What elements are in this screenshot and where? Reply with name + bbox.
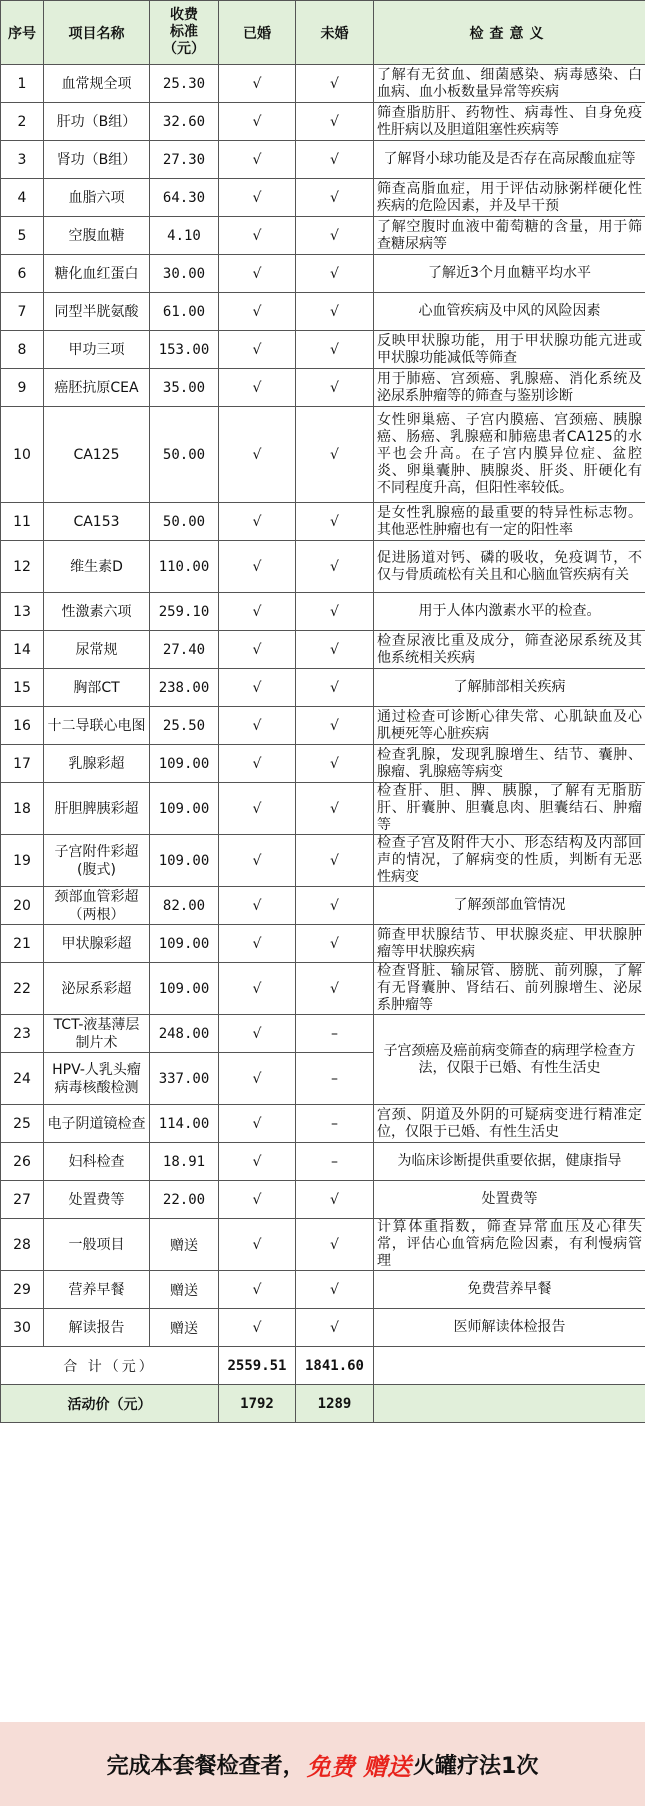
row-meaning: 是女性乳腺癌的最重要的特异性标志物。其他恶性肿瘤也有一定的阳性率 — [374, 503, 645, 541]
row-index: 25 — [1, 1105, 44, 1143]
row-unmarried-mark: √ — [296, 503, 374, 541]
row-item-name: 肾功（B组） — [44, 141, 150, 179]
table-row — [1, 1015, 645, 1053]
header-index: 序号 — [1, 1, 44, 65]
promo-empty-cell — [374, 1385, 645, 1423]
table-row — [1, 1219, 645, 1271]
row-item-name: 甲状腺彩超 — [44, 925, 150, 963]
header-unmarried: 未婚 — [296, 1, 374, 65]
row-meaning: 检查乳腺，发现乳腺增生、结节、囊肿、腺瘤、乳腺癌等病变 — [374, 745, 645, 783]
table-row — [1, 217, 645, 255]
row-married-mark: √ — [219, 783, 296, 835]
row-item-name: 甲功三项 — [44, 331, 150, 369]
table-row — [1, 887, 645, 925]
row-fee: 4.10 — [150, 217, 219, 255]
row-meaning: 免费营养早餐 — [374, 1271, 645, 1309]
row-fee: 赠送 — [150, 1309, 219, 1347]
row-married-mark: √ — [219, 1015, 296, 1053]
row-married-mark: √ — [219, 1105, 296, 1143]
row-unmarried-mark: √ — [296, 217, 374, 255]
row-fee: 50.00 — [150, 407, 219, 503]
row-meaning: 通过检查可诊断心律失常、心肌缺血及心肌梗死等心脏疾病 — [374, 707, 645, 745]
row-item-name: 泌尿系彩超 — [44, 963, 150, 1015]
row-index: 5 — [1, 217, 44, 255]
row-meaning: 医师解读体检报告 — [374, 1309, 645, 1347]
row-married-mark: √ — [219, 669, 296, 707]
row-item-name: 处置费等 — [44, 1181, 150, 1219]
table-footer — [1, 1347, 645, 1423]
table-row — [1, 669, 645, 707]
table-row — [1, 1181, 645, 1219]
row-unmarried-mark: √ — [296, 783, 374, 835]
row-meaning: 子宫颈癌及癌前病变筛查的病理学检查方法，仅限于已婚、有性生活史 — [374, 1015, 645, 1105]
row-fee: 109.00 — [150, 835, 219, 887]
row-item-name: 同型半胱氨酸 — [44, 293, 150, 331]
row-item-name: 维生素D — [44, 541, 150, 593]
row-meaning: 促进肠道对钙、磷的吸收，免疫调节，不仅与骨质疏松有关且和心脑血管疾病有关 — [374, 541, 645, 593]
row-married-mark: √ — [219, 369, 296, 407]
row-index: 14 — [1, 631, 44, 669]
row-married-mark: √ — [219, 887, 296, 925]
row-unmarried-mark: √ — [296, 631, 374, 669]
row-meaning: 了解有无贫血、细菌感染、病毒感染、白血病、血小板数量异常等疾病 — [374, 65, 645, 103]
row-married-mark: √ — [219, 541, 296, 593]
row-unmarried-mark: √ — [296, 255, 374, 293]
header-meaning: 检查意义 — [374, 1, 645, 65]
row-meaning: 了解肺部相关疾病 — [374, 669, 645, 707]
row-index: 4 — [1, 179, 44, 217]
table-row — [1, 103, 645, 141]
row-meaning: 检查尿液比重及成分，筛查泌尿系统及其他系统相关疾病 — [374, 631, 645, 669]
row-unmarried-mark: – — [296, 1143, 374, 1181]
table-row — [1, 331, 645, 369]
row-fee: 赠送 — [150, 1219, 219, 1271]
row-meaning: 检查肾脏、输尿管、膀胱、前列腺，了解有无肾囊肿、肾结石、前列腺增生、泌尿系肿瘤等 — [374, 963, 645, 1015]
table-row — [1, 707, 645, 745]
row-meaning: 计算体重指数，筛查异常血压及心律失常，评估心血管病危险因素，有利慢病管理 — [374, 1219, 645, 1271]
row-index: 21 — [1, 925, 44, 963]
footer-text-2: 火罐疗法1次 — [413, 1753, 539, 1779]
table-row — [1, 1271, 645, 1309]
table-row — [1, 963, 645, 1015]
row-item-name: 一般项目 — [44, 1219, 150, 1271]
row-index: 10 — [1, 407, 44, 503]
table-row — [1, 593, 645, 631]
row-fee: 114.00 — [150, 1105, 219, 1143]
row-fee: 25.50 — [150, 707, 219, 745]
table-row — [1, 541, 645, 593]
table-header — [1, 1, 645, 65]
table-row — [1, 1309, 645, 1347]
row-meaning: 了解颈部血管情况 — [374, 887, 645, 925]
row-item-name: 尿常规 — [44, 631, 150, 669]
row-meaning: 宫颈、阴道及外阴的可疑病变进行精准定位，仅限于已婚、有性生活史 — [374, 1105, 645, 1143]
row-item-name: TCT-液基薄层制片术 — [44, 1015, 150, 1053]
row-fee: 赠送 — [150, 1271, 219, 1309]
row-meaning: 女性卵巢癌、子宫内膜癌、宫颈癌、胰腺癌、肠癌、乳腺癌和肺癌患者CA125的水平也会升高。在子宫内膜异位症、盆腔炎、卵巢囊肿、胰腺炎、肝炎、肝硬化有不同程度升高，但阳性率较低。 — [374, 407, 645, 503]
row-index: 15 — [1, 669, 44, 707]
row-item-name: 妇科检查 — [44, 1143, 150, 1181]
row-index: 3 — [1, 141, 44, 179]
row-fee: 18.91 — [150, 1143, 219, 1181]
row-meaning: 筛查高脂血症，用于评估动脉粥样硬化性疾病的危险因素，并及早干预 — [374, 179, 645, 217]
row-meaning: 反映甲状腺功能，用于甲状腺功能亢进或甲状腺功能减低等筛查 — [374, 331, 645, 369]
row-meaning: 为临床诊断提供重要依据，健康指导 — [374, 1143, 645, 1181]
row-married-mark: √ — [219, 1219, 296, 1271]
promo-label: 活动价（元） — [1, 1385, 219, 1423]
row-item-name: 乳腺彩超 — [44, 745, 150, 783]
row-fee: 109.00 — [150, 783, 219, 835]
row-unmarried-mark: – — [296, 1105, 374, 1143]
table-row — [1, 179, 645, 217]
row-item-name: 子宫附件彩超(腹式) — [44, 835, 150, 887]
table-row — [1, 835, 645, 887]
row-index: 20 — [1, 887, 44, 925]
row-item-name: 肝胆脾胰彩超 — [44, 783, 150, 835]
row-unmarried-mark: √ — [296, 1181, 374, 1219]
row-index: 23 — [1, 1015, 44, 1053]
row-married-mark: √ — [219, 331, 296, 369]
total-label: 合 计（元） — [1, 1347, 219, 1385]
row-index: 9 — [1, 369, 44, 407]
row-fee: 259.10 — [150, 593, 219, 631]
row-meaning: 检查子宫及附件大小、形态结构及内部回声的情况，了解病变的性质，判断有无恶性病变 — [374, 835, 645, 887]
row-index: 30 — [1, 1309, 44, 1347]
table-row — [1, 631, 645, 669]
row-item-name: 电子阴道镜检查 — [44, 1105, 150, 1143]
row-unmarried-mark: √ — [296, 745, 374, 783]
footer-highlight: 免费 赠送 — [306, 1752, 412, 1781]
header-fee-line2: 标准 — [170, 24, 198, 40]
row-married-mark: √ — [219, 1309, 296, 1347]
row-unmarried-mark: √ — [296, 407, 374, 503]
row-index: 22 — [1, 963, 44, 1015]
header-fee-line1: 收费 — [170, 7, 198, 23]
row-item-name: 肝功（B组） — [44, 103, 150, 141]
row-married-mark: √ — [219, 925, 296, 963]
row-meaning: 处置费等 — [374, 1181, 645, 1219]
row-item-name: 营养早餐 — [44, 1271, 150, 1309]
row-unmarried-mark: √ — [296, 887, 374, 925]
row-unmarried-mark: √ — [296, 103, 374, 141]
row-index: 19 — [1, 835, 44, 887]
row-married-mark: √ — [219, 1053, 296, 1105]
row-unmarried-mark: √ — [296, 669, 374, 707]
row-unmarried-mark: – — [296, 1053, 374, 1105]
footer-banner — [0, 1722, 645, 1806]
row-fee: 35.00 — [150, 369, 219, 407]
header-fee — [150, 1, 219, 65]
row-index: 7 — [1, 293, 44, 331]
row-fee: 27.30 — [150, 141, 219, 179]
table-row — [1, 1143, 645, 1181]
table-row — [1, 745, 645, 783]
total-empty-cell — [374, 1347, 645, 1385]
row-fee: 82.00 — [150, 887, 219, 925]
total-married: 2559.51 — [219, 1347, 296, 1385]
row-meaning: 了解肾小球功能及是否存在高尿酸血症等 — [374, 141, 645, 179]
row-married-mark: √ — [219, 745, 296, 783]
row-fee: 64.30 — [150, 179, 219, 217]
row-meaning: 了解近3个月血糖平均水平 — [374, 255, 645, 293]
row-index: 26 — [1, 1143, 44, 1181]
row-item-name: 颈部血管彩超（两根） — [44, 887, 150, 925]
row-married-mark: √ — [219, 293, 296, 331]
total-row — [1, 1347, 645, 1385]
table-row — [1, 369, 645, 407]
row-married-mark: √ — [219, 103, 296, 141]
row-fee: 27.40 — [150, 631, 219, 669]
row-fee: 61.00 — [150, 293, 219, 331]
promo-unmarried: 1289 — [296, 1385, 374, 1423]
row-fee: 25.30 — [150, 65, 219, 103]
row-meaning: 了解空腹时血液中葡萄糖的含量，用于筛查糖尿病等 — [374, 217, 645, 255]
row-fee: 30.00 — [150, 255, 219, 293]
row-index: 29 — [1, 1271, 44, 1309]
header-item-name: 项目名称 — [44, 1, 150, 65]
row-fee: 109.00 — [150, 925, 219, 963]
row-unmarried-mark: √ — [296, 707, 374, 745]
row-index: 18 — [1, 783, 44, 835]
row-married-mark: √ — [219, 1271, 296, 1309]
row-meaning: 用于肺癌、宫颈癌、乳腺癌、消化系统及泌尿系肿瘤等的筛查与鉴别诊断 — [374, 369, 645, 407]
row-married-mark: √ — [219, 407, 296, 503]
total-unmarried: 1841.60 — [296, 1347, 374, 1385]
row-item-name: CA125 — [44, 407, 150, 503]
row-fee: 238.00 — [150, 669, 219, 707]
row-unmarried-mark: √ — [296, 963, 374, 1015]
table-row — [1, 783, 645, 835]
promo-married: 1792 — [219, 1385, 296, 1423]
row-fee: 32.60 — [150, 103, 219, 141]
row-unmarried-mark: √ — [296, 65, 374, 103]
footer-text-1: 完成本套餐检查者， — [106, 1753, 305, 1779]
row-index: 6 — [1, 255, 44, 293]
row-index: 2 — [1, 103, 44, 141]
row-fee: 153.00 — [150, 331, 219, 369]
row-index: 12 — [1, 541, 44, 593]
row-meaning: 检查肝、胆、脾、胰腺，了解有无脂肪肝、肝囊肿、胆囊息肉、胆囊结石、肿瘤等 — [374, 783, 645, 835]
row-unmarried-mark: √ — [296, 835, 374, 887]
row-index: 28 — [1, 1219, 44, 1271]
row-meaning: 筛查甲状腺结节、甲状腺炎症、甲状腺肿瘤等甲状腺疾病 — [374, 925, 645, 963]
row-item-name: HPV-人乳头瘤病毒核酸检测 — [44, 1053, 150, 1105]
row-unmarried-mark: √ — [296, 293, 374, 331]
row-item-name: 空腹血糖 — [44, 217, 150, 255]
table-body — [1, 65, 645, 1347]
row-unmarried-mark: √ — [296, 1309, 374, 1347]
row-fee: 50.00 — [150, 503, 219, 541]
row-item-name: 血常规全项 — [44, 65, 150, 103]
row-item-name: 解读报告 — [44, 1309, 150, 1347]
row-unmarried-mark: √ — [296, 1271, 374, 1309]
row-item-name: 血脂六项 — [44, 179, 150, 217]
table-row — [1, 407, 645, 503]
row-fee: 109.00 — [150, 963, 219, 1015]
header-fee-line3: （元） — [163, 41, 205, 57]
row-married-mark: √ — [219, 65, 296, 103]
row-index: 1 — [1, 65, 44, 103]
row-married-mark: √ — [219, 835, 296, 887]
row-index: 16 — [1, 707, 44, 745]
row-unmarried-mark: √ — [296, 369, 374, 407]
row-index: 17 — [1, 745, 44, 783]
row-item-name: CA153 — [44, 503, 150, 541]
row-item-name: 十二导联心电图 — [44, 707, 150, 745]
row-meaning: 心血管疾病及中风的风险因素 — [374, 293, 645, 331]
row-married-mark: √ — [219, 593, 296, 631]
table-row — [1, 925, 645, 963]
row-fee: 110.00 — [150, 541, 219, 593]
row-married-mark: √ — [219, 141, 296, 179]
row-fee: 22.00 — [150, 1181, 219, 1219]
row-unmarried-mark: – — [296, 1015, 374, 1053]
row-married-mark: √ — [219, 503, 296, 541]
row-item-name: 性激素六项 — [44, 593, 150, 631]
row-index: 8 — [1, 331, 44, 369]
table-row — [1, 1105, 645, 1143]
row-fee: 337.00 — [150, 1053, 219, 1105]
row-married-mark: √ — [219, 963, 296, 1015]
row-unmarried-mark: √ — [296, 541, 374, 593]
table-row — [1, 255, 645, 293]
row-unmarried-mark: √ — [296, 925, 374, 963]
row-married-mark: √ — [219, 631, 296, 669]
row-married-mark: √ — [219, 217, 296, 255]
row-index: 24 — [1, 1053, 44, 1105]
promo-row — [1, 1385, 645, 1423]
row-unmarried-mark: √ — [296, 331, 374, 369]
row-married-mark: √ — [219, 255, 296, 293]
row-unmarried-mark: √ — [296, 1219, 374, 1271]
row-married-mark: √ — [219, 1143, 296, 1181]
row-unmarried-mark: √ — [296, 593, 374, 631]
row-fee: 109.00 — [150, 745, 219, 783]
table-row — [1, 293, 645, 331]
row-unmarried-mark: √ — [296, 141, 374, 179]
row-fee: 248.00 — [150, 1015, 219, 1053]
row-item-name: 糖化血红蛋白 — [44, 255, 150, 293]
row-married-mark: √ — [219, 179, 296, 217]
table-row — [1, 503, 645, 541]
row-married-mark: √ — [219, 1181, 296, 1219]
row-item-name: 癌胚抗原CEA — [44, 369, 150, 407]
table-row — [1, 65, 645, 103]
row-meaning: 筛查脂肪肝、药物性、病毒性、自身免疫性肝病以及胆道阻塞性疾病等 — [374, 103, 645, 141]
row-index: 27 — [1, 1181, 44, 1219]
row-meaning: 用于人体内激素水平的检查。 — [374, 593, 645, 631]
row-unmarried-mark: √ — [296, 179, 374, 217]
row-index: 13 — [1, 593, 44, 631]
row-item-name: 胸部CT — [44, 669, 150, 707]
table-row — [1, 141, 645, 179]
row-married-mark: √ — [219, 707, 296, 745]
row-index: 11 — [1, 503, 44, 541]
header-married: 已婚 — [219, 1, 296, 65]
